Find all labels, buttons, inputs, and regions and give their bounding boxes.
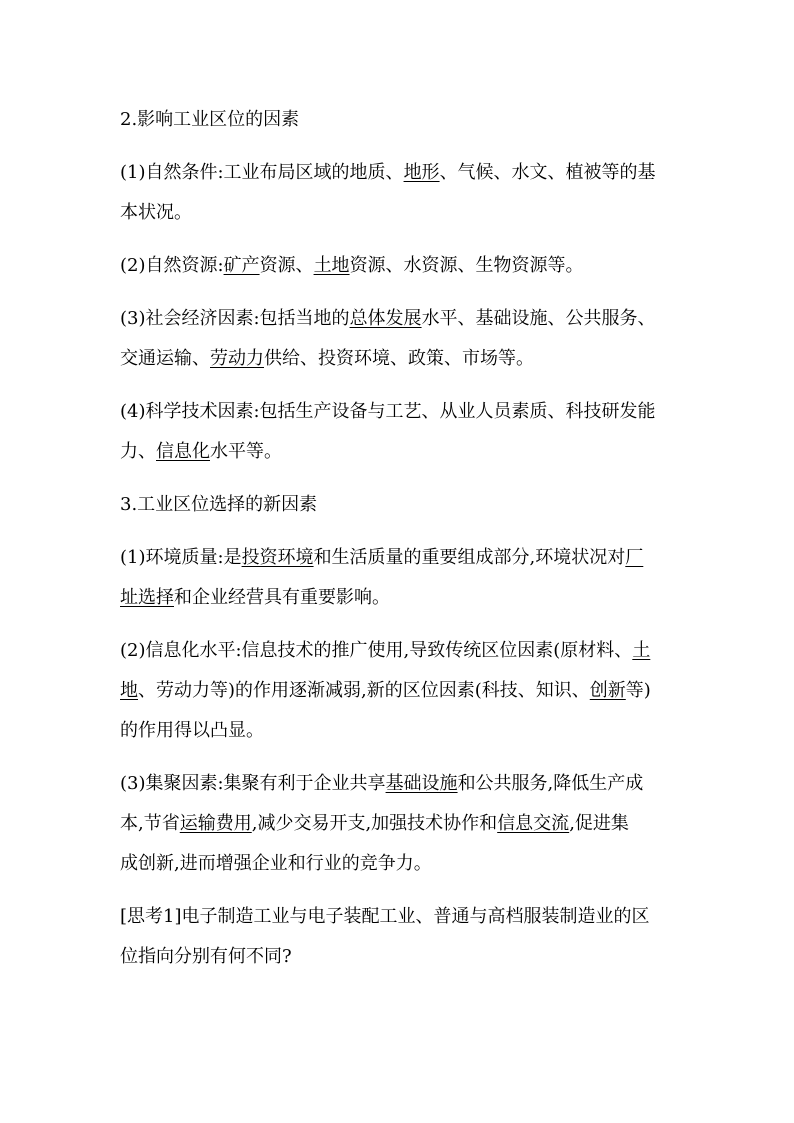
paragraph-line <box>120 804 680 844</box>
underlined-term: 创新 <box>589 680 626 701</box>
underlined-term: 信息化 <box>156 441 210 462</box>
paragraph-line <box>120 711 680 751</box>
underlined-term: 总体发展 <box>349 308 422 329</box>
section-2-heading <box>120 100 680 140</box>
underlined-term: 厂 <box>625 547 644 568</box>
text: 资源、水资源、生物资源等。 <box>349 255 584 276</box>
underlined-term: 运输费用 <box>179 813 252 834</box>
paragraph-line <box>120 153 680 193</box>
underlined-term: 土 <box>632 640 651 661</box>
paragraph-line <box>120 937 680 977</box>
text: (3)集聚因素:集聚有利于企业共享 <box>120 773 386 794</box>
text: 水平等。 <box>210 441 282 462</box>
text: 和企业经营具有重要影响。 <box>174 587 390 608</box>
underlined-term: 矿产 <box>223 255 260 276</box>
underlined-term: 投资环境 <box>241 547 314 568</box>
section-3-paragraph-1 <box>120 538 680 618</box>
paragraph-line <box>120 578 680 618</box>
text: ,减少交易开支,加强技术协作和 <box>251 813 498 834</box>
section-2-paragraph-4 <box>120 392 680 472</box>
text: (4)科学技术因素:包括生产设备与工艺、从业人员素质、科技研发能 <box>120 401 656 422</box>
paragraph-line <box>120 193 680 233</box>
underlined-term: 土地 <box>313 255 350 276</box>
paragraph-line <box>120 844 680 884</box>
text: (1)环境质量:是 <box>120 547 242 568</box>
text: 成创新,进而增强企业和行业的竞争力。 <box>120 853 432 874</box>
underlined-term: 信息交流 <box>497 813 570 834</box>
paragraph-line <box>120 538 680 578</box>
text: 、劳动力等)的作用逐渐减弱,新的区位因素(科技、知识、 <box>138 680 590 701</box>
paragraph-line <box>120 897 680 937</box>
text: (2)信息化水平:信息技术的推广使用,导致传统区位因素(原材料、 <box>120 640 633 661</box>
paragraph-line <box>120 631 680 671</box>
paragraph-line <box>120 299 680 339</box>
section-3-paragraph-3 <box>120 764 680 884</box>
text: 交通运输、 <box>120 348 210 369</box>
think-question-1 <box>120 897 680 977</box>
section-2-paragraph-3 <box>120 299 680 379</box>
text: 的作用得以凸显。 <box>120 720 264 741</box>
text: (2)自然资源: <box>120 255 224 276</box>
paragraph-line <box>120 392 680 432</box>
paragraph-line <box>120 246 680 286</box>
text: 等) <box>625 680 651 701</box>
paragraph-line <box>120 339 680 379</box>
text: 供给、投资环境、政策、市场等。 <box>264 348 534 369</box>
paragraph-line <box>120 671 680 711</box>
underlined-term: 地 <box>120 680 138 701</box>
text: 和公共服务,降低生产成 <box>457 773 644 794</box>
text: 本,节省 <box>120 813 180 834</box>
text: 位指向分别有何不同? <box>120 946 292 967</box>
underlined-term: 劳动力 <box>210 348 264 369</box>
text: (3)社会经济因素:包括当地的 <box>120 308 350 329</box>
text: ,促进集 <box>569 813 629 834</box>
paragraph-line <box>120 764 680 804</box>
heading-text: 2.影响工业区位的因素 <box>120 109 300 130</box>
heading-text: 3.工业区位选择的新因素 <box>120 494 318 515</box>
text: (1)自然条件:工业布局区域的地质、 <box>120 162 404 183</box>
section-3-paragraph-2 <box>120 631 680 751</box>
section-2-paragraph-2 <box>120 246 680 286</box>
section-3-heading <box>120 485 680 525</box>
text: 水平、基础设施、公共服务、 <box>421 308 656 329</box>
document-page <box>120 100 680 990</box>
underlined-term: 地形 <box>403 162 440 183</box>
paragraph-line <box>120 432 680 472</box>
underlined-term: 址选择 <box>120 587 174 608</box>
text: [思考1]电子制造工业与电子装配工业、普通与高档服装制造业的区 <box>120 906 650 927</box>
underlined-term: 基础设施 <box>385 773 458 794</box>
section-2-paragraph-1 <box>120 153 680 233</box>
text: 、气候、水文、植被等的基 <box>439 162 656 183</box>
text: 本状况。 <box>120 202 192 223</box>
text: 和生活质量的重要组成部分,环境状况对 <box>313 547 626 568</box>
text: 力、 <box>120 441 156 462</box>
text: 资源、 <box>259 255 314 276</box>
